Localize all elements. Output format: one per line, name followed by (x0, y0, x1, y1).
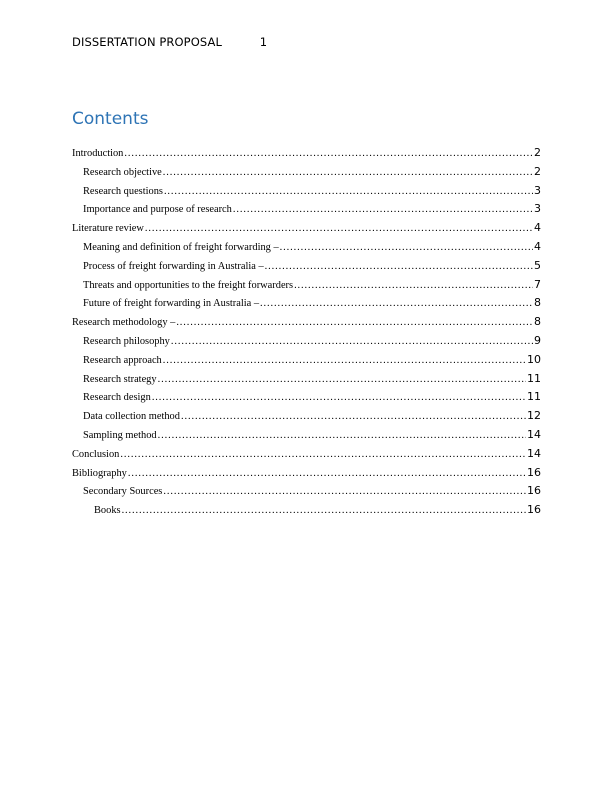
toc-entry-page: 2 (534, 146, 541, 159)
toc-entry-page: 5 (534, 258, 541, 272)
toc-entry-secondary-sources[interactable] (72, 484, 541, 503)
toc-entry-research-questions[interactable] (72, 184, 541, 203)
toc-entry-page: 16 (527, 503, 541, 517)
toc-entry-page: 16 (527, 465, 541, 479)
toc-entry-title: Secondary Sources (83, 486, 163, 498)
toc-dot-leader (158, 430, 526, 441)
toc-dot-leader (122, 505, 526, 516)
toc-entry-research-design[interactable] (72, 390, 541, 409)
toc-entry-page: 2 (534, 164, 541, 178)
toc-entry-research-objective[interactable] (72, 165, 541, 184)
toc-dot-leader (163, 167, 533, 178)
toc-entry-title: Books (94, 505, 121, 517)
toc-entry-page: 4 (534, 221, 541, 235)
toc-dot-leader (158, 374, 526, 385)
toc-entry-title: Research strategy (83, 373, 157, 385)
toc-entry-introduction[interactable] (72, 146, 541, 165)
toc-entry-page: 9 (534, 333, 541, 347)
toc-entry-data-collection[interactable] (72, 409, 541, 428)
toc-entry-title: Conclusion (72, 448, 120, 460)
toc-entry-page: 14 (527, 446, 541, 460)
toc-entry-title: Data collection method (83, 411, 180, 423)
toc-entry-title: Introduction (72, 148, 124, 159)
toc-entry-title: Research objective (83, 166, 162, 178)
toc-entry-conclusion[interactable] (72, 447, 541, 466)
toc-dot-leader (176, 317, 533, 328)
toc-entry-research-strategy[interactable] (72, 372, 541, 391)
table-of-contents (72, 146, 541, 522)
header-page-number: 1 (259, 35, 268, 49)
toc-entry-threats-opportunities[interactable] (72, 278, 541, 297)
toc-dot-leader (145, 223, 533, 234)
toc-entry-title: Research design (83, 392, 151, 404)
toc-entry-page: 10 (527, 352, 541, 366)
toc-dot-leader (128, 468, 526, 479)
toc-dot-leader (164, 186, 533, 197)
toc-entry-title: Literature review (72, 223, 144, 235)
toc-dot-leader (294, 280, 533, 291)
toc-entry-page: 4 (534, 239, 541, 253)
toc-dot-leader (181, 411, 526, 422)
toc-entry-process-freight[interactable] (72, 259, 541, 278)
toc-entry-importance-purpose[interactable] (72, 202, 541, 221)
toc-dot-leader (265, 261, 533, 272)
toc-dot-leader (280, 242, 533, 253)
toc-entry-title: Research methodology – (72, 317, 176, 329)
toc-entry-research-approach[interactable] (72, 353, 541, 372)
toc-entry-page: 8 (534, 315, 541, 329)
toc-entry-research-methodology[interactable] (72, 315, 541, 334)
toc-dot-leader (260, 298, 533, 309)
toc-entry-title: Bibliography (72, 467, 127, 479)
toc-entry-sampling-method[interactable] (72, 428, 541, 447)
toc-dot-leader (124, 148, 533, 159)
toc-entry-meaning-definition[interactable] (72, 240, 541, 259)
toc-entry-title: Research approach (83, 354, 162, 366)
toc-entry-title: Research questions (83, 185, 163, 197)
page-header (72, 35, 267, 49)
toc-entry-page: 14 (527, 427, 541, 441)
toc-entry-title: Threats and opportunities to the freight forwarders (83, 279, 294, 291)
toc-dot-leader (171, 336, 533, 347)
toc-entry-page: 7 (534, 277, 541, 291)
toc-entry-page: 11 (527, 390, 541, 404)
toc-entry-title: Future of freight forwarding in Australia – (83, 298, 260, 310)
toc-entry-page: 16 (527, 484, 541, 498)
toc-entry-title: Sampling method (83, 429, 157, 441)
toc-entry-title: Importance and purpose of research (83, 204, 232, 216)
toc-entry-page: 3 (534, 202, 541, 216)
toc-entry-page: 3 (534, 183, 541, 197)
toc-entry-literature-review[interactable] (72, 221, 541, 240)
toc-dot-leader (233, 204, 533, 215)
toc-dot-leader (120, 449, 526, 460)
toc-dot-leader (163, 486, 526, 497)
toc-entry-title: Research philosophy (83, 335, 170, 347)
toc-entry-page: 11 (527, 371, 541, 385)
toc-entry-title: Meaning and definition of freight forwarding – (83, 241, 279, 253)
toc-entry-page: 12 (527, 409, 541, 423)
toc-entry-title: Process of freight forwarding in Australia – (83, 260, 264, 272)
toc-entry-future-freight[interactable] (72, 296, 541, 315)
toc-entry-books[interactable] (72, 503, 541, 522)
toc-dot-leader (152, 392, 526, 403)
contents-heading: Contents (72, 109, 149, 129)
header-title: DISSERTATION PROPOSAL (72, 35, 222, 49)
toc-entry-bibliography[interactable] (72, 466, 541, 485)
toc-entry-page: 8 (534, 296, 541, 310)
toc-dot-leader (163, 355, 526, 366)
toc-entry-research-philosophy[interactable] (72, 334, 541, 353)
